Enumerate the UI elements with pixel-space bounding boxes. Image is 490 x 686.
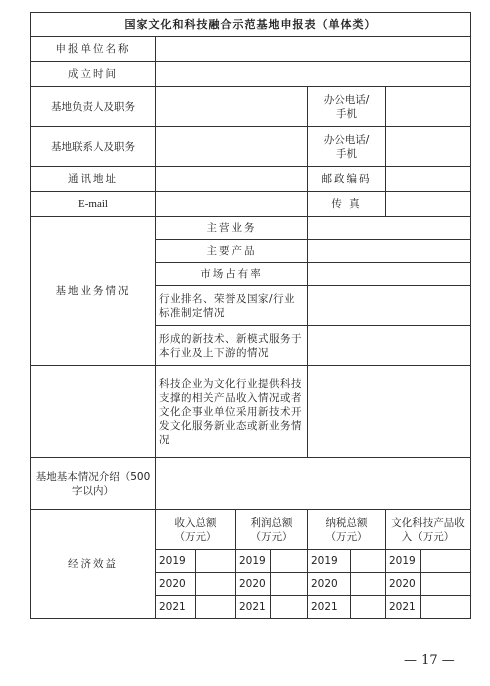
office-phone-label-2: 办公电话/ 手机 <box>308 127 386 167</box>
economic-section-label: 经济效益 <box>31 510 156 619</box>
tech-support-blank <box>31 366 156 458</box>
profit-value-2019[interactable] <box>271 550 308 573</box>
postal-code-value[interactable] <box>386 167 471 192</box>
market-share-label: 市场占有率 <box>156 263 308 286</box>
office-phone-label: 办公电话/ 手机 <box>308 87 386 127</box>
page-number: — 17 — <box>404 653 455 668</box>
revenue-value-2020[interactable] <box>196 573 236 596</box>
culture-tech-income-header: 文化科技产品收入（万元） <box>386 510 471 550</box>
fax-value[interactable] <box>386 192 471 217</box>
tax-year-2020: 2020 <box>308 573 351 596</box>
new-tech-label: 形成的新技术、新模式服务于本行业及上下游的情况 <box>156 326 308 366</box>
culture-value-2019[interactable] <box>421 550 471 573</box>
form-title: 国家文化和科技融合示范基地申报表（单体类） <box>31 13 471 37</box>
industry-rank-label: 行业排名、荣誉及国家/行业标准制定情况 <box>156 286 308 326</box>
tax-value-2019[interactable] <box>351 550 386 573</box>
applicant-unit-value[interactable] <box>156 37 471 62</box>
new-tech-value[interactable] <box>308 326 471 366</box>
intro-value[interactable] <box>156 458 471 510</box>
revenue-header: 收入总额 （万元） <box>156 510 236 550</box>
culture-year-2019: 2019 <box>386 550 421 573</box>
postal-code-label: 邮政编码 <box>308 167 386 192</box>
tax-year-2021: 2021 <box>308 596 351 619</box>
profit-value-2020[interactable] <box>271 573 308 596</box>
revenue-year-2020: 2020 <box>156 573 196 596</box>
profit-year-2020: 2020 <box>236 573 271 596</box>
profit-header: 利润总额 （万元） <box>236 510 308 550</box>
culture-value-2021[interactable] <box>421 596 471 619</box>
culture-year-2020: 2020 <box>386 573 421 596</box>
founding-time-label: 成立时间 <box>31 62 156 87</box>
base-leader-value[interactable] <box>156 87 308 127</box>
culture-value-2020[interactable] <box>421 573 471 596</box>
fax-label: 传 真 <box>308 192 386 217</box>
base-leader-label: 基地负责人及职务 <box>31 87 156 127</box>
applicant-unit-label: 申报单位名称 <box>31 37 156 62</box>
email-value[interactable] <box>156 192 308 217</box>
profit-value-2021[interactable] <box>271 596 308 619</box>
address-label: 通讯地址 <box>31 167 156 192</box>
profit-year-2019: 2019 <box>236 550 271 573</box>
market-share-value[interactable] <box>308 263 471 286</box>
office-phone-value[interactable] <box>386 87 471 127</box>
tech-support-value[interactable] <box>308 366 471 458</box>
base-contact-value[interactable] <box>156 127 308 167</box>
tax-value-2020[interactable] <box>351 573 386 596</box>
revenue-value-2019[interactable] <box>196 550 236 573</box>
revenue-year-2021: 2021 <box>156 596 196 619</box>
tax-header: 纳税总额 （万元） <box>308 510 386 550</box>
main-business-label: 主营业务 <box>156 217 308 240</box>
address-value[interactable] <box>156 167 308 192</box>
base-contact-label: 基地联系人及职务 <box>31 127 156 167</box>
main-products-label: 主要产品 <box>156 240 308 263</box>
email-label: E-mail <box>31 192 156 217</box>
profit-year-2021: 2021 <box>236 596 271 619</box>
tax-value-2021[interactable] <box>351 596 386 619</box>
main-products-value[interactable] <box>308 240 471 263</box>
business-section-label: 基地业务情况 <box>31 217 156 366</box>
culture-year-2021: 2021 <box>386 596 421 619</box>
revenue-year-2019: 2019 <box>156 550 196 573</box>
tax-year-2019: 2019 <box>308 550 351 573</box>
founding-time-value[interactable] <box>156 62 471 87</box>
office-phone-value-2[interactable] <box>386 127 471 167</box>
intro-label: 基地基本情况介绍（500字以内） <box>31 458 156 510</box>
industry-rank-value[interactable] <box>308 286 471 326</box>
revenue-value-2021[interactable] <box>196 596 236 619</box>
main-business-value[interactable] <box>308 217 471 240</box>
tech-support-label: 科技企业为文化行业提供科技支撑的相关产品收入情况或者文化企事业单位采用新技术开发文化服务新业态或新业务情况 <box>156 366 308 458</box>
application-form-table <box>30 12 471 619</box>
